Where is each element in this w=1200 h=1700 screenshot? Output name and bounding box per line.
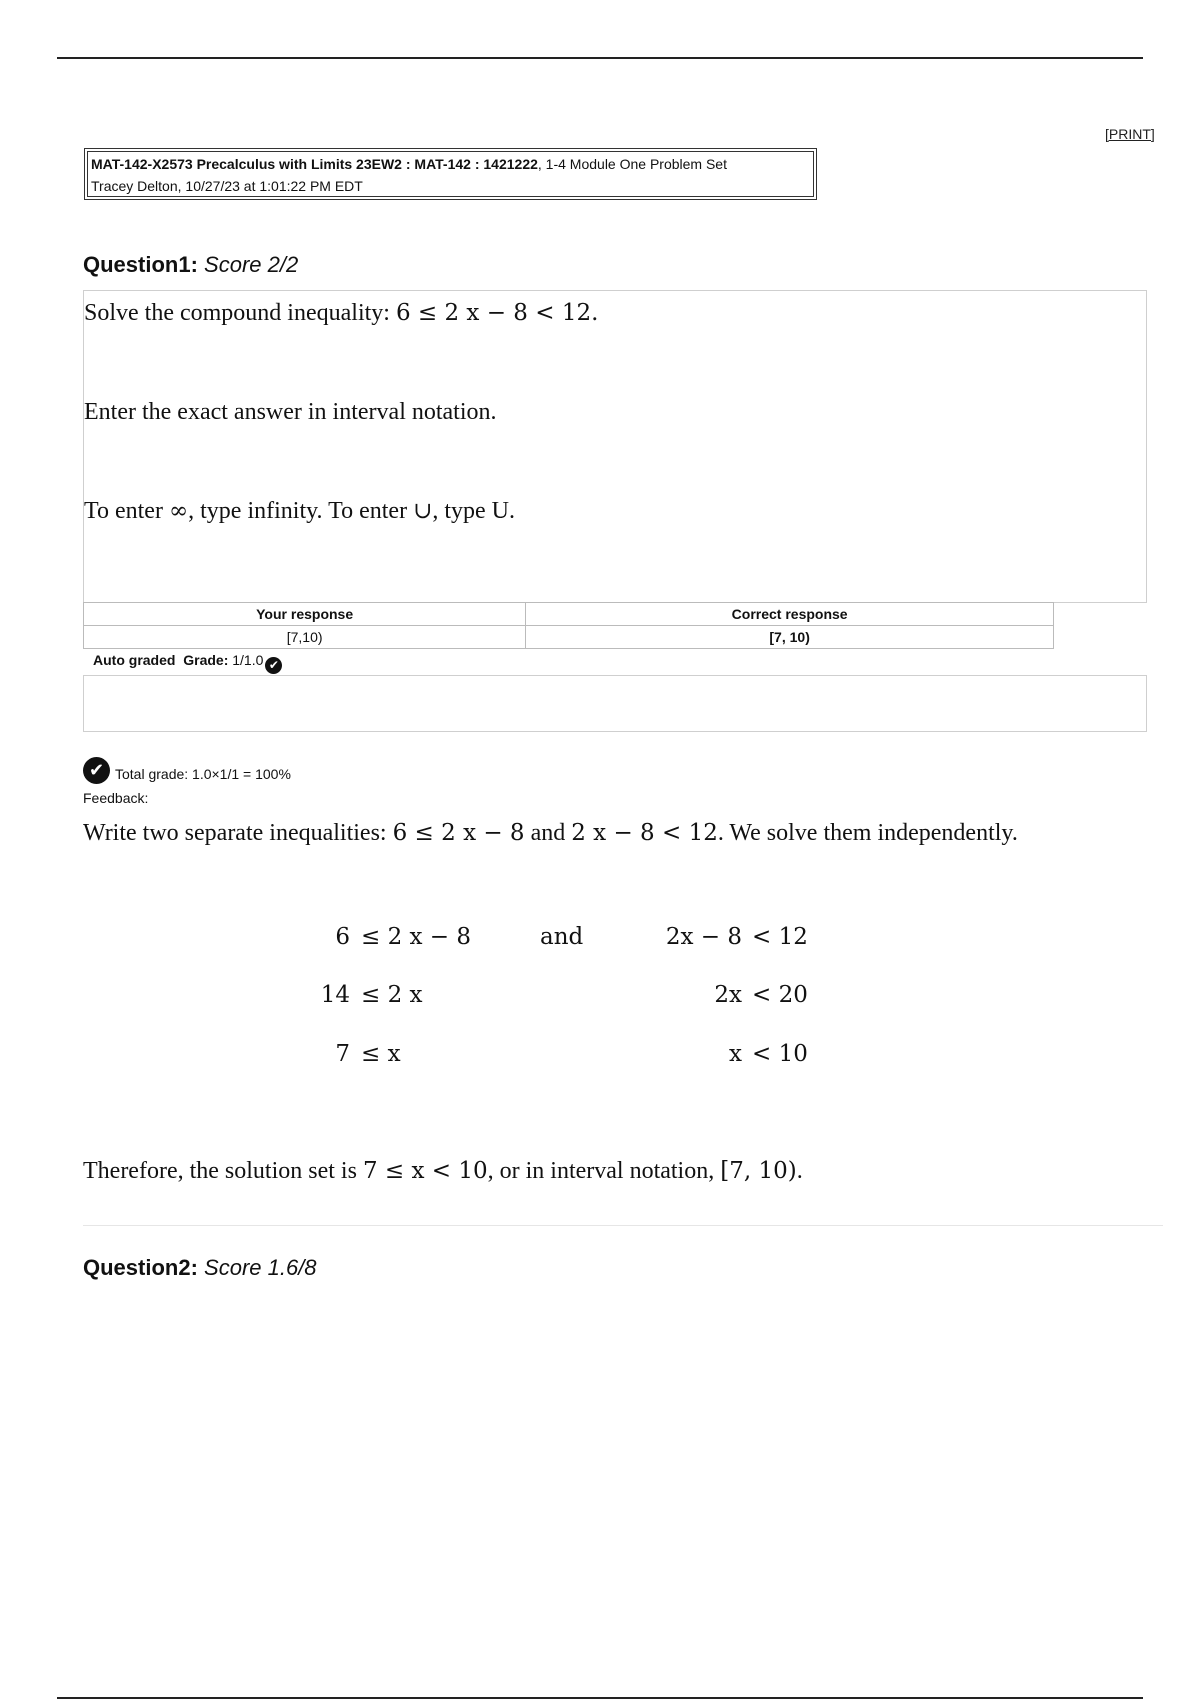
- top-rule: [57, 57, 1143, 59]
- step2-left-rhs: ≤ 2 x: [361, 982, 423, 1008]
- step1-and: and: [540, 924, 584, 950]
- union-symbol: ∪: [413, 498, 433, 524]
- step2-right-rhs: < 20: [752, 982, 808, 1008]
- auto-graded-line: [93, 652, 282, 674]
- question1-hint: [84, 498, 515, 525]
- infinity-symbol: ∞: [168, 498, 189, 524]
- step1-right-lhs: 2x − 8: [665, 924, 742, 950]
- question1-box: [83, 290, 1147, 603]
- hint-text-a: To enter: [84, 498, 169, 524]
- response-table-row: [84, 626, 1054, 649]
- prompt-text: Solve the compound inequality:: [84, 300, 396, 326]
- conclusion-text-a: Therefore, the solution set is: [83, 1158, 363, 1184]
- step3-left-rhs: ≤ x: [361, 1041, 401, 1067]
- conclusion-math-2: [7, 10): [720, 1158, 797, 1184]
- assignment-header: [84, 148, 817, 200]
- correct-response-value: [7, 10): [526, 626, 1054, 649]
- question1-instruction: Enter the exact answer in interval notation.: [84, 399, 497, 425]
- hint-text-b: , type infinity. To enter: [188, 498, 414, 524]
- grade-value: 1/1.0: [232, 652, 264, 668]
- check-circle-icon: ✔: [83, 757, 110, 784]
- course-title: MAT-142-X2573 Precalculus with Limits 23EW2 : MAT-142 : 1421222: [91, 156, 538, 172]
- feedback-label: Feedback:: [83, 790, 149, 806]
- check-circle-icon: ✔: [265, 657, 282, 674]
- your-response-header: Your response: [84, 603, 526, 626]
- bottom-rule: [57, 1697, 1143, 1699]
- feedback-and: and: [524, 820, 572, 846]
- feedback-math-2: 2 x − 8 < 12: [571, 820, 718, 846]
- question2-label: Question2:: [83, 1255, 198, 1280]
- feedback-intro-text: Write two separate inequalities:: [83, 820, 393, 846]
- feedback-conclusion: [83, 1158, 803, 1185]
- feedback-intro: [83, 820, 1018, 847]
- step1-left-rhs: ≤ 2 x − 8: [361, 924, 472, 950]
- total-grade: Total grade: 1.0×1/1 = 100%: [115, 766, 291, 782]
- student-line: Tracey Delton, 10/27/23 at 1:01:22 PM EDT: [91, 178, 363, 194]
- conclusion-text-b: , or in interval notation,: [487, 1158, 721, 1184]
- step1-right-rhs: < 12: [752, 924, 808, 950]
- question2-heading: [83, 1255, 317, 1281]
- response-table: [83, 602, 1054, 649]
- prompt-math: 6 ≤ 2 x − 8 < 12.: [395, 300, 599, 326]
- question1-score: Score 2/2: [204, 252, 299, 277]
- conclusion-text-c: .: [796, 1158, 803, 1184]
- correct-response-header: Correct response: [526, 603, 1054, 626]
- step3-right-rhs: < 10: [752, 1041, 808, 1067]
- question1-prompt: [84, 300, 598, 327]
- step2-left-lhs: 14: [320, 982, 350, 1008]
- response-table-header-row: [84, 603, 1054, 626]
- step3-left-lhs: 7: [335, 1041, 350, 1067]
- step3-right-lhs: x: [729, 1041, 742, 1067]
- step2-right-lhs: 2x: [714, 982, 742, 1008]
- hint-text-c: , type U.: [432, 498, 516, 524]
- course-line: [91, 153, 810, 175]
- feedback-math-1: 6 ≤ 2 x − 8: [392, 820, 525, 846]
- question1-label: Question1:: [83, 252, 198, 277]
- print-link[interactable]: [PRINT]: [1105, 126, 1155, 142]
- conclusion-math-1: 7 ≤ x < 10: [362, 1158, 488, 1184]
- step1-left-lhs: 6: [335, 924, 350, 950]
- assignment-title: , 1-4 Module One Problem Set: [537, 156, 727, 172]
- question1-heading: [83, 252, 298, 278]
- feedback-intro-end: . We solve them independently.: [717, 820, 1018, 846]
- question-separator: [83, 1225, 1163, 1226]
- auto-graded-label: Auto graded: [93, 652, 176, 668]
- your-response-value: [7,10): [84, 626, 526, 649]
- grade-label: Grade:: [183, 652, 229, 668]
- comment-box: [83, 675, 1147, 732]
- question2-score: Score 1.6/8: [204, 1255, 317, 1280]
